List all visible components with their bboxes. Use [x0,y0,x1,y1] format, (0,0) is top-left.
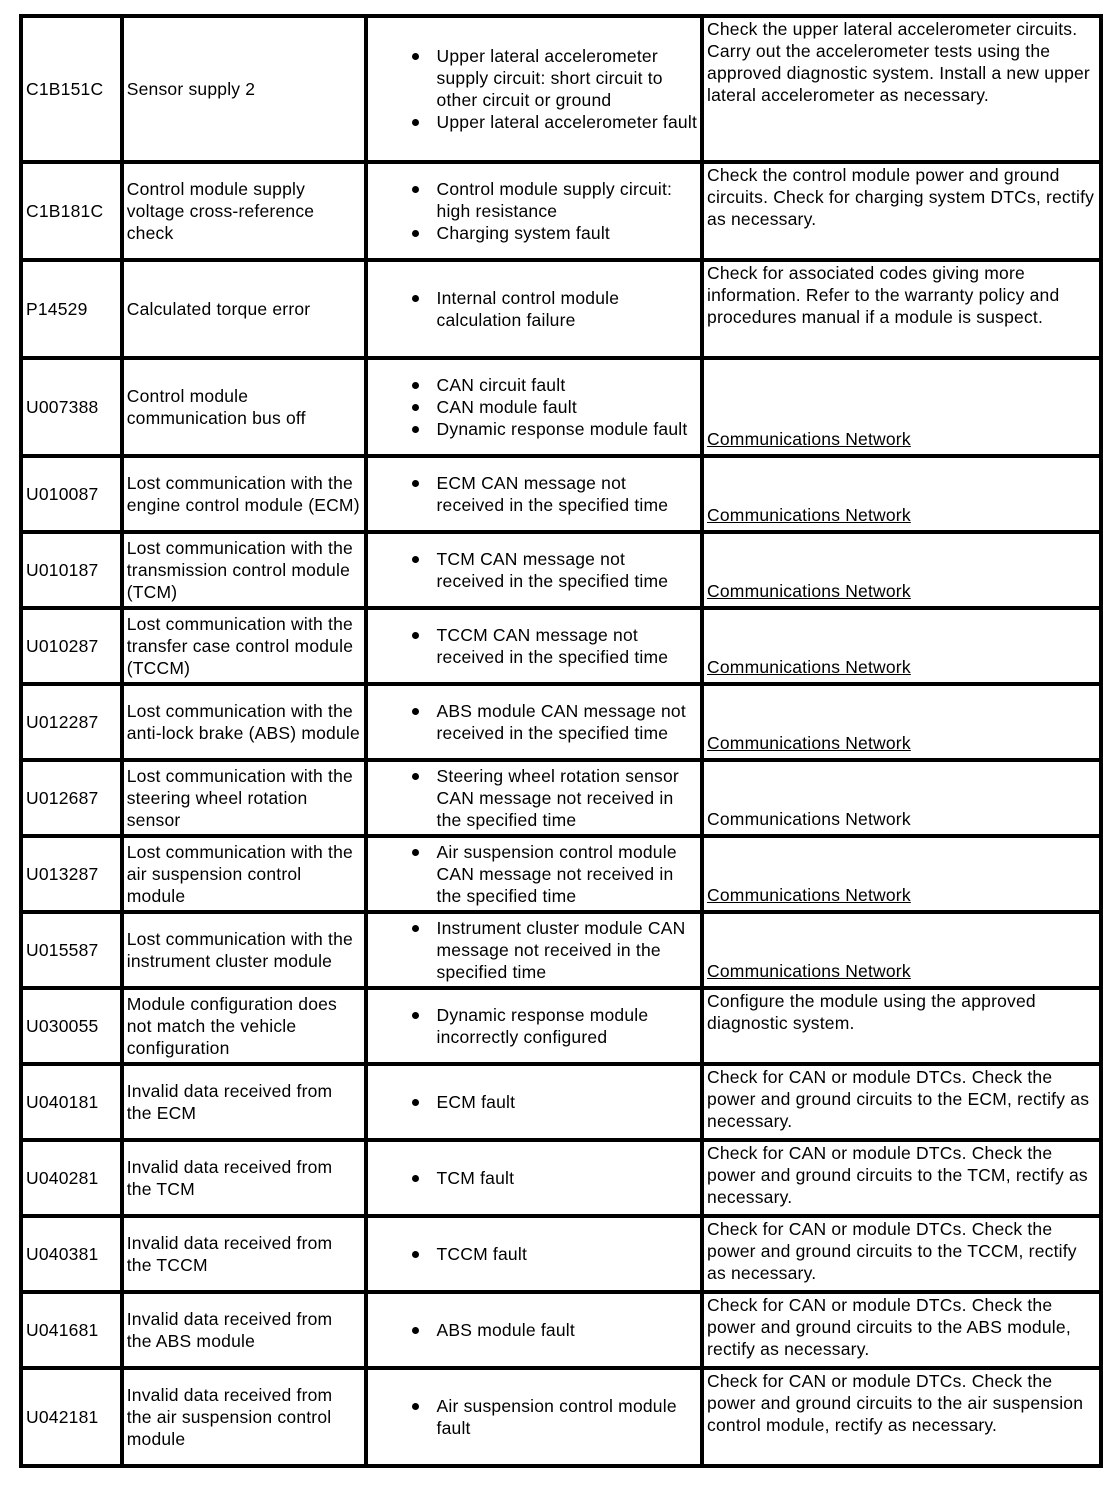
dtc-description-cell: Lost communication with the transfer case control module (TCCM) [122,608,366,684]
causes-list [371,841,697,907]
causes-list [371,374,697,440]
dtc-code-cell: U015587 [21,912,122,988]
cause-list-item: ABS module CAN message not received in the specified time [437,700,697,744]
communications-network-link[interactable]: Communications Network [707,885,911,905]
causes-list [371,700,697,744]
cause-list-item: TCCM CAN message not received in the specified time [437,624,697,668]
dtc-description-cell: Lost communication with the transmission control module (TCM) [122,532,366,608]
cause-list-item: TCCM fault [437,1243,697,1265]
table-row [21,836,1101,912]
cause-list-item: Upper lateral accelerometer fault [436,112,698,132]
communications-network-link[interactable]: Communications Network [707,733,911,753]
communications-network-link[interactable]: Communications Network [707,505,911,525]
dtc-description-cell: Invalid data received from the ABS module [122,1292,366,1368]
dtc-description-cell: Lost communication with the air suspension control module [122,836,366,912]
dtc-code-cell: U040281 [21,1140,122,1216]
table-row [21,260,1101,358]
action-cell [702,456,1101,532]
cause-list-item: ECM fault [437,1091,697,1113]
dtc-code-cell: U007388 [21,358,122,456]
possible-causes-cell [366,358,702,456]
possible-causes-cell [366,16,702,162]
possible-causes-cell [366,456,702,532]
cause-list-item: Control module supply circuit: high resistance [437,178,697,222]
action-cell: Check for CAN or module DTCs. Check the power and ground circuits to the ECM, rectify as necessary. [702,1064,1101,1140]
dtc-description-cell: Invalid data received from the TCM [122,1140,366,1216]
action-cell [702,912,1101,988]
dtc-code-cell: P14529 [21,260,122,358]
table-row [21,16,1101,162]
dtc-description-cell: Calculated torque error [122,260,366,358]
possible-causes-cell [366,912,702,988]
table-row [21,1064,1101,1140]
cause-list-item: Dynamic response module incorrectly configured [437,1004,697,1048]
causes-list [371,1319,697,1341]
possible-causes-cell [366,1216,702,1292]
dtc-code-cell: U012287 [21,684,122,760]
possible-causes-cell [366,532,702,608]
dtc-description-cell: Lost communication with the steering wheel rotation sensor [122,760,366,836]
communications-network-link[interactable]: Communications Network [707,961,911,981]
dtc-description-cell: Lost communication with the engine control module (ECM) [122,456,366,532]
dtc-code-cell: U030055 [21,988,122,1064]
cause-list-item: ECM CAN message not received in the specified time [437,472,697,516]
dtc-code-cell: U040181 [21,1064,122,1140]
communications-network-link[interactable]: Communications Network [707,581,911,601]
dtc-table-body [21,16,1101,1466]
cause-list-item: CAN circuit fault [437,374,697,396]
possible-causes-cell [366,1368,702,1466]
cause-list-item: Charging system fault [437,222,697,244]
table-row [21,1368,1101,1466]
table-row [21,684,1101,760]
possible-causes-cell [366,760,702,836]
action-cell [702,684,1101,760]
cause-list-item: Air suspension control module fault [437,1395,697,1439]
action-cell: Check for CAN or module DTCs. Check the power and ground circuits to the TCM, rectify as necessary. [702,1140,1101,1216]
possible-causes-cell [366,1292,702,1368]
causes-list [371,1395,697,1439]
action-cell [702,532,1101,608]
table-row [21,1292,1101,1368]
action-cell [702,608,1101,684]
table-row [21,1140,1101,1216]
action-cell: Check the upper lateral accelerometer circuits. Carry out the accelerometer tests using the approved diagnostic system. Install a new upper lateral accelerometer as necessary. [702,16,1101,162]
possible-causes-cell [366,1064,702,1140]
causes-list [371,624,697,668]
dtc-code-cell: C1B151C [21,16,122,162]
causes-list [371,45,697,133]
possible-causes-cell [366,988,702,1064]
cause-list-item: Air suspension control module CAN message not received in the specified time [437,841,697,907]
cause-list-item: Dynamic response module fault [437,418,697,440]
possible-causes-cell [366,836,702,912]
cause-list-item: Steering wheel rotation sensor CAN message not received in the specified time [437,765,697,831]
communications-network-link: Communications Network [707,809,911,829]
table-row [21,1216,1101,1292]
action-cell: Configure the module using the approved diagnostic system. [702,988,1101,1064]
dtc-description-cell: Control module supply voltage cross-reference check [122,162,366,260]
dtc-code-cell: C1B181C [21,162,122,260]
dtc-code-cell: U041681 [21,1292,122,1368]
causes-list [371,287,697,331]
causes-list [371,1004,697,1048]
dtc-description-cell: Sensor supply 2 [122,16,366,162]
cause-list-item: Instrument cluster module CAN message not received in the specified time [437,917,697,983]
dtc-code-cell: U042181 [21,1368,122,1466]
causes-list [371,1091,697,1113]
dtc-description-cell: Lost communication with the instrument cluster module [122,912,366,988]
table-row [21,608,1101,684]
action-cell: Check for CAN or module DTCs. Check the power and ground circuits to the TCCM, rectify as necessary. [702,1216,1101,1292]
dtc-table [19,14,1103,1468]
cause-list-item: Internal control module calculation failure [437,287,697,331]
action-cell [702,358,1101,456]
cause-list-item: CAN module fault [437,396,697,418]
communications-network-link[interactable]: Communications Network [707,429,911,449]
cause-list-item: TCM CAN message not received in the specified time [437,548,697,592]
cause-list-item: TCM fault [437,1167,697,1189]
dtc-description-cell: Invalid data received from the air suspension control module [122,1368,366,1466]
action-cell [702,760,1101,836]
possible-causes-cell [366,162,702,260]
dtc-code-cell: U010087 [21,456,122,532]
causes-list [371,1243,697,1265]
possible-causes-cell [366,260,702,358]
table-row [21,988,1101,1064]
cause-list-item: ABS module fault [437,1319,697,1341]
table-row [21,162,1101,260]
dtc-code-cell: U010287 [21,608,122,684]
dtc-description-cell: Lost communication with the anti-lock brake (ABS) module [122,684,366,760]
causes-list [371,917,697,983]
action-cell: Check for associated codes giving more information. Refer to the warranty policy and procedures manual if a module is suspect. [702,260,1101,358]
possible-causes-cell [366,608,702,684]
dtc-code-cell: U010187 [21,532,122,608]
dtc-description-cell: Invalid data received from the TCCM [122,1216,366,1292]
action-cell: Check for CAN or module DTCs. Check the power and ground circuits to the air suspension control module, rectify as necessary. [702,1368,1101,1466]
action-cell [702,836,1101,912]
causes-list [371,1167,697,1189]
table-row [21,456,1101,532]
cause-list-item: Upper lateral accelerometer supply circuit: short circuit to other circuit or ground [437,45,697,111]
table-row [21,532,1101,608]
possible-causes-cell [366,1140,702,1216]
communications-network-link[interactable]: Communications Network [707,657,911,677]
dtc-description-cell: Invalid data received from the ECM [122,1064,366,1140]
causes-list [371,765,697,831]
dtc-description-cell: Control module communication bus off [122,358,366,456]
action-cell: Check for CAN or module DTCs. Check the power and ground circuits to the ABS module, rectify as necessary. [702,1292,1101,1368]
dtc-description-cell: Module configuration does not match the vehicle configuration [122,988,366,1064]
dtc-code-cell: U040381 [21,1216,122,1292]
dtc-code-cell: U013287 [21,836,122,912]
causes-list [371,548,697,592]
action-cell: Check the control module power and ground circuits. Check for charging system DTCs, rectify as necessary. [702,162,1101,260]
table-row [21,358,1101,456]
table-row [21,760,1101,836]
causes-list [371,472,697,516]
table-row [21,912,1101,988]
dtc-code-cell: U012687 [21,760,122,836]
causes-list [371,178,697,244]
possible-causes-cell [366,684,702,760]
